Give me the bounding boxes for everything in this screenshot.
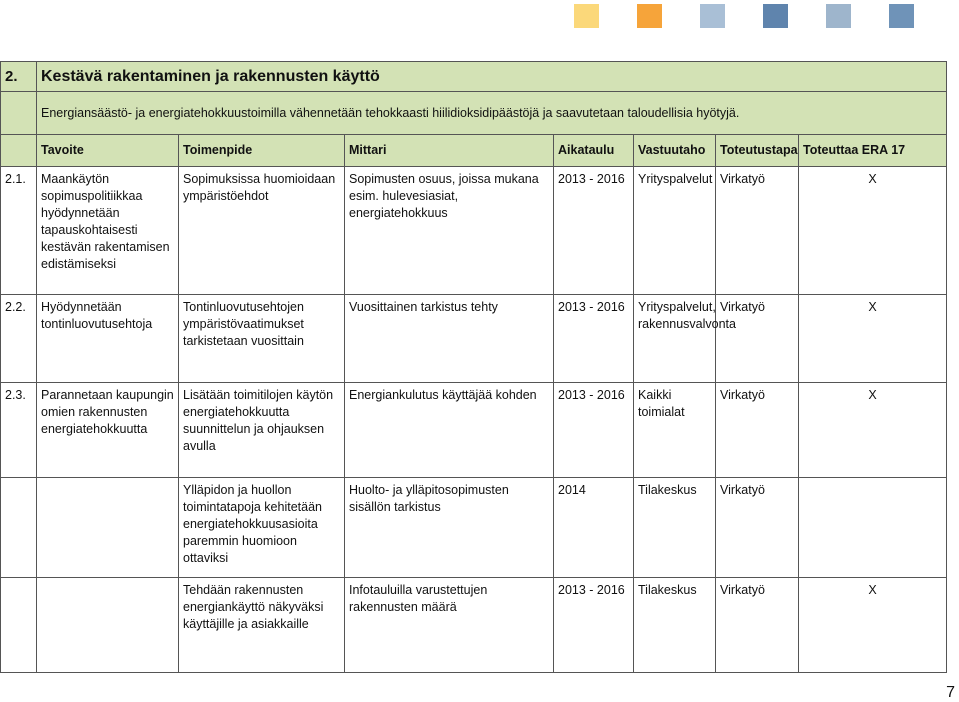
cell-mittari: Energiankulutus käyttäjää kohden: [345, 383, 554, 478]
cell-era: [799, 478, 947, 578]
cell-era: X: [799, 383, 947, 478]
color-square-blue: [763, 4, 788, 28]
color-square-yellow: [574, 4, 599, 28]
cell-aikataulu: 2013 - 2016: [554, 167, 634, 295]
header-toteutustapa: Toteutustapa: [716, 135, 799, 167]
cell-era: X: [799, 578, 947, 673]
section-description-row: [1, 92, 947, 135]
cell-tavoite: [37, 578, 179, 673]
row-number: [1, 478, 37, 578]
cell-aikataulu: 2014: [554, 478, 634, 578]
cell-mittari: Sopimusten osuus, joissa mukana esim. hulevesiasiat, energiatehokkuus: [345, 167, 554, 295]
cell-aikataulu: 2013 - 2016: [554, 578, 634, 673]
row-number: 2.2.: [1, 295, 37, 383]
table-row: [1, 383, 947, 478]
header-era: Toteuttaa ERA 17: [799, 135, 947, 167]
cell-toimenpide: Tehdään rakennusten energiankäyttö näkyväksi käyttäjille ja asiakkaille: [179, 578, 345, 673]
header-row: [1, 135, 947, 167]
row-number: 2.3.: [1, 383, 37, 478]
table-row: [1, 478, 947, 578]
color-square-light-blue: [700, 4, 725, 28]
cell-era: X: [799, 167, 947, 295]
cell-mittari: Infotauluilla varustettujen rakennusten määrä: [345, 578, 554, 673]
section-title: Kestävä rakentaminen ja rakennusten käyttö: [37, 62, 947, 92]
cell-toteutustapa: Virkatyö: [716, 478, 799, 578]
cell-vastuutaho: Yrityspalvelut, rakennusvalvonta: [634, 295, 716, 383]
cell-toimenpide: Tontinluovutusehtojen ympäristövaatimukset tarkistetaan vuosittain: [179, 295, 345, 383]
header-aikataulu: Aikataulu: [554, 135, 634, 167]
cell-aikataulu: 2013 - 2016: [554, 295, 634, 383]
cell-toimenpide: Lisätään toimitilojen käytön energiatehokkuutta suunnittelun ja ohjauksen avulla: [179, 383, 345, 478]
header-toimenpide: Toimenpide: [179, 135, 345, 167]
cell-aikataulu: 2013 - 2016: [554, 383, 634, 478]
cell-tavoite: [37, 478, 179, 578]
section-description: Energiansäästö- ja energiatehokkuustoimilla vähennetään tehokkaasti hiilidioksidipäästöjä ja saavutetaan taloudellisia hyötyjä.: [37, 92, 947, 135]
color-square-pale-blue: [826, 4, 851, 28]
cell-vastuutaho: Tilakeskus: [634, 578, 716, 673]
header-vastuutaho: Vastuutaho: [634, 135, 716, 167]
table-row: [1, 167, 947, 295]
cell-era: X: [799, 295, 947, 383]
table-row: [1, 295, 947, 383]
cell-toteutustapa: Virkatyö: [716, 295, 799, 383]
cell-toteutustapa: Virkatyö: [716, 578, 799, 673]
cell-tavoite: Maankäytön sopimuspolitiikkaa hyödynnetään tapauskohtaisesti kestävän rakentamisen edistämiseksi: [37, 167, 179, 295]
cell-toimenpide: Ylläpidon ja huollon toimintatapoja kehitetään energiatehokkuusasioita paremmin huomioon ottaviksi: [179, 478, 345, 578]
cell-mittari: Vuosittainen tarkistus tehty: [345, 295, 554, 383]
action-table: [0, 61, 947, 673]
table-row: [1, 578, 947, 673]
color-square-steel-blue: [889, 4, 914, 28]
cell-toteutustapa: Virkatyö: [716, 383, 799, 478]
section-title-row: [1, 62, 947, 92]
header-mittari: Mittari: [345, 135, 554, 167]
row-number: [1, 578, 37, 673]
cell-tavoite: Parannetaan kaupungin omien rakennusten energiatehokkuutta: [37, 383, 179, 478]
cell-vastuutaho: Tilakeskus: [634, 478, 716, 578]
cell-toteutustapa: Virkatyö: [716, 167, 799, 295]
cell-mittari: Huolto- ja ylläpitosopimusten sisällön tarkistus: [345, 478, 554, 578]
row-number: 2.1.: [1, 167, 37, 295]
page-number: 7: [946, 684, 955, 701]
cell-vastuutaho: Kaikki toimialat: [634, 383, 716, 478]
cell-toimenpide: Sopimuksissa huomioidaan ympäristöehdot: [179, 167, 345, 295]
cell-tavoite: Hyödynnetään tontinluovutusehtoja: [37, 295, 179, 383]
color-square-orange: [637, 4, 662, 28]
header-tavoite: Tavoite: [37, 135, 179, 167]
cell-vastuutaho: Yrityspalvelut: [634, 167, 716, 295]
section-number: 2.: [1, 62, 37, 92]
